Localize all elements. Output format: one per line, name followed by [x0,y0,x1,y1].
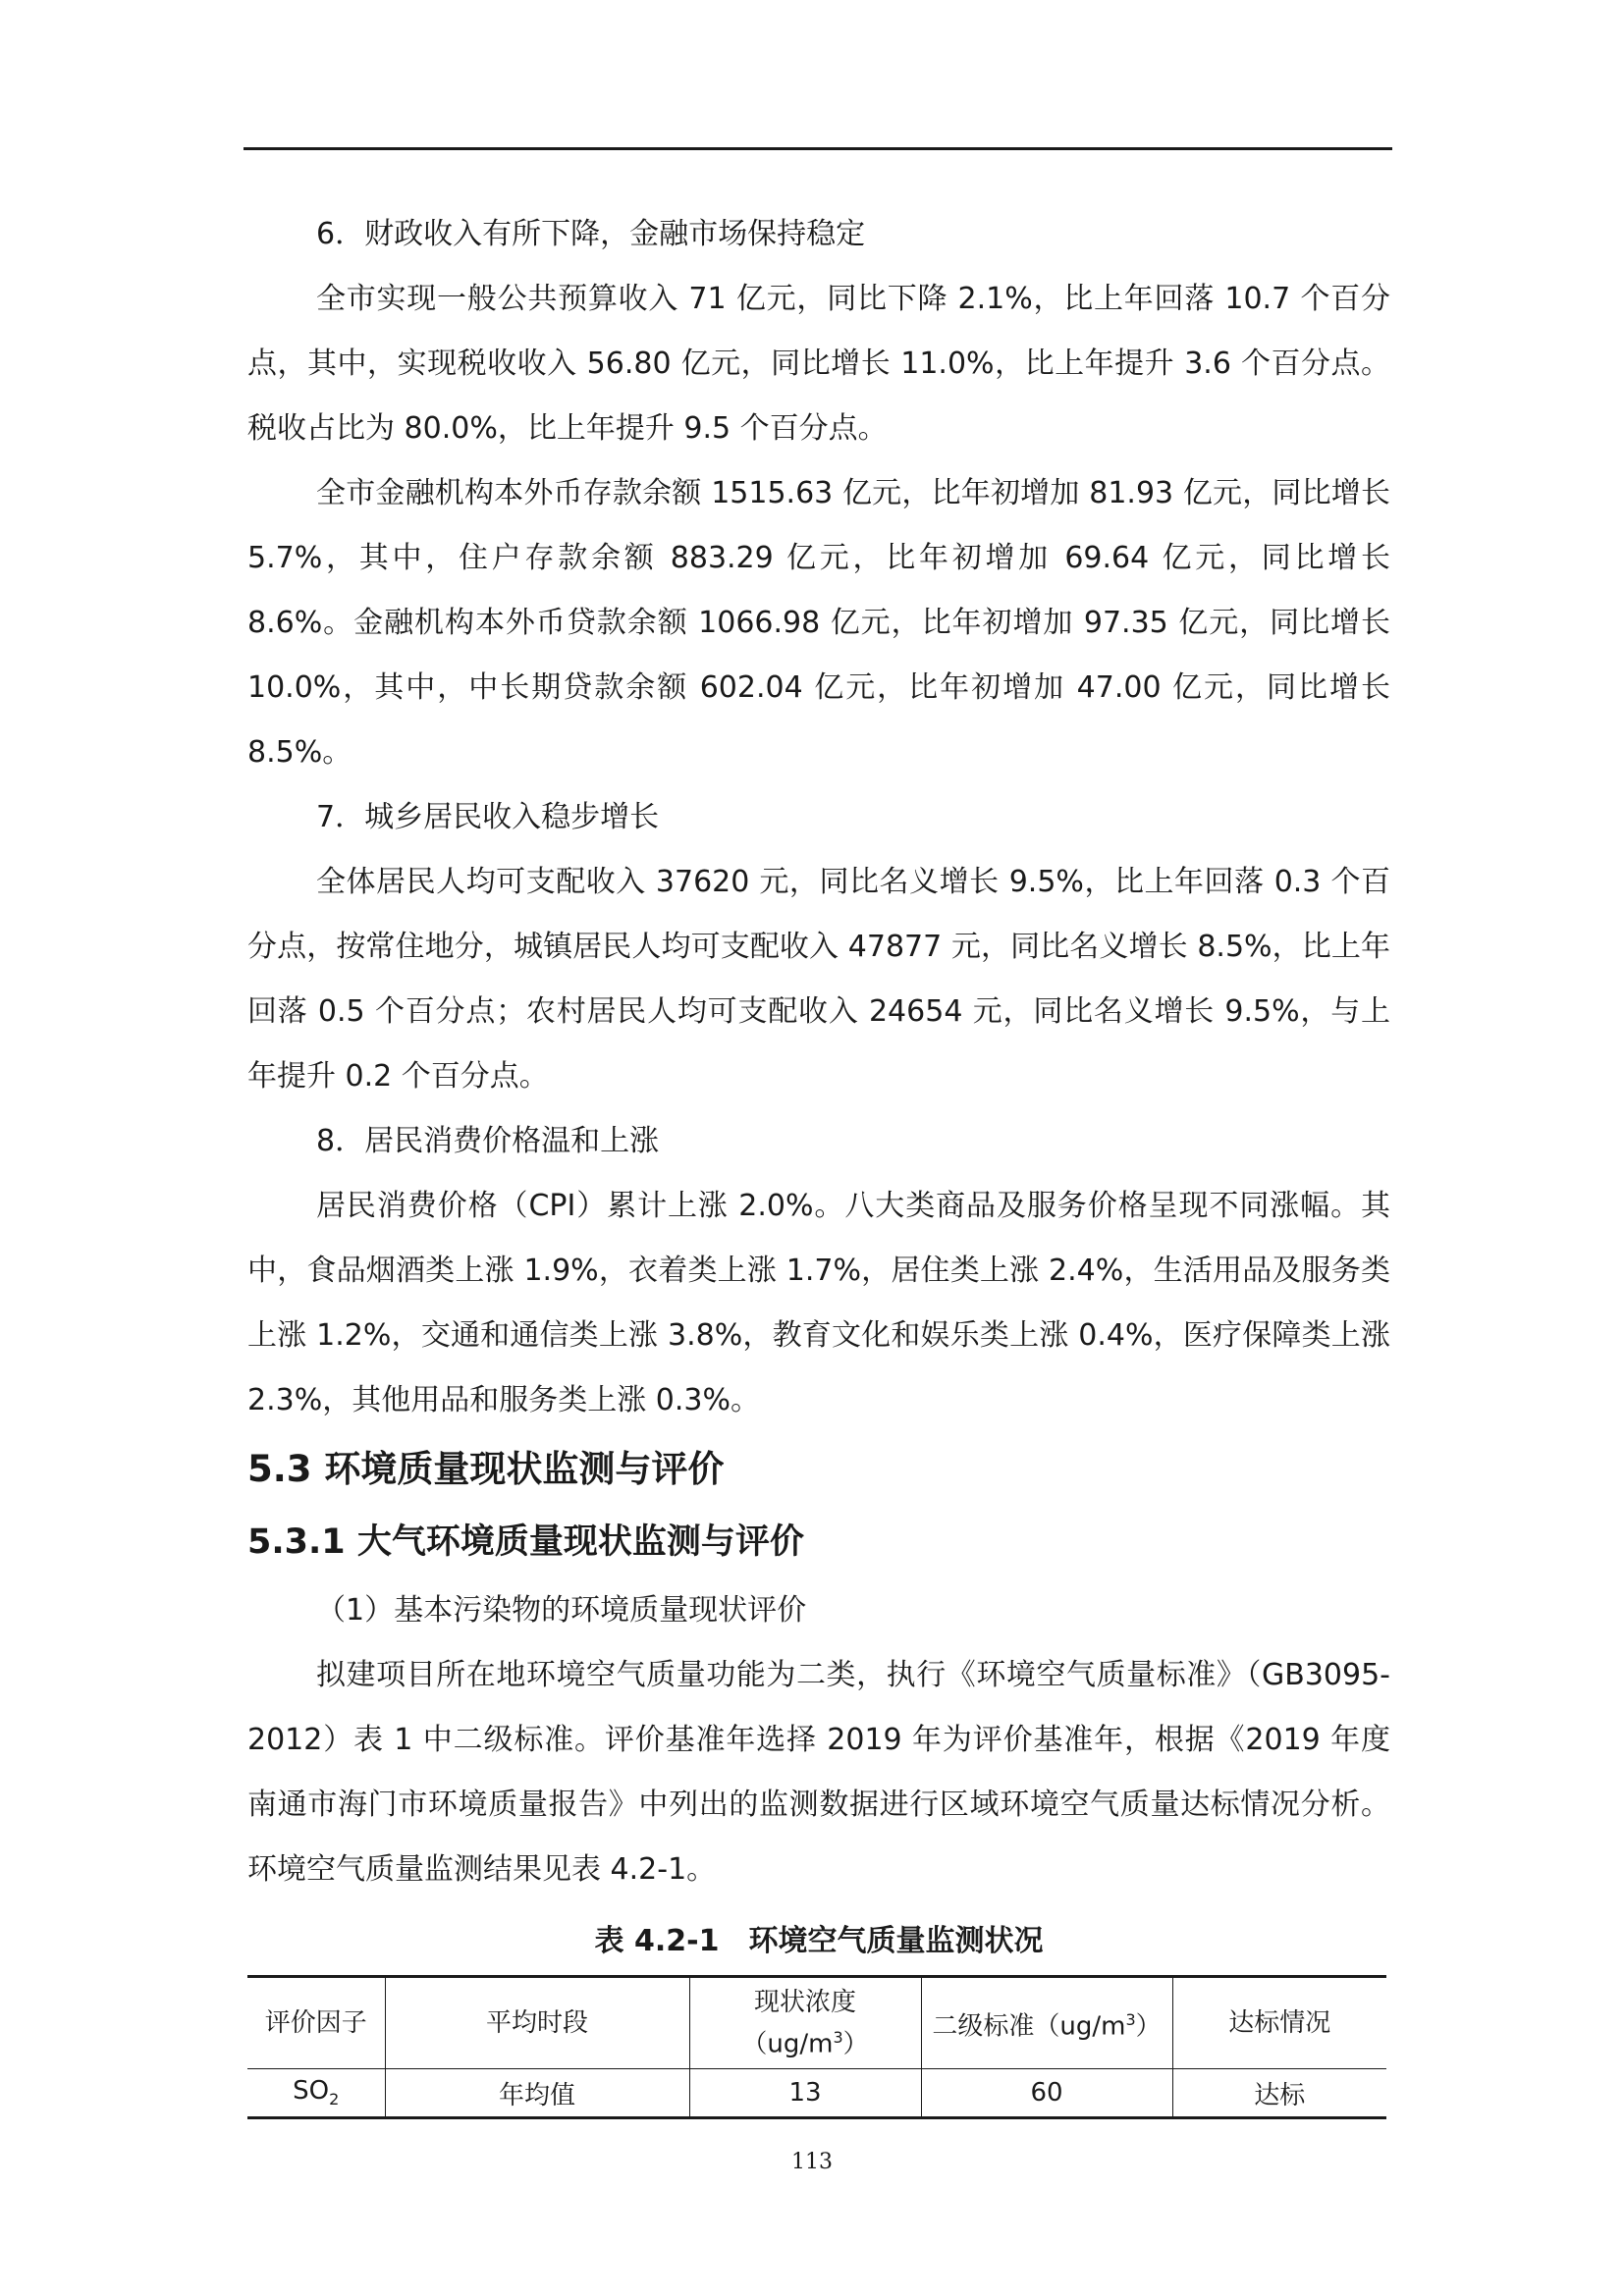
air-quality-table [247,1975,1386,2119]
section-6-paragraph-revenue: 全市实现一般公共预算收入 71 亿元，同比下降 2.1%，比上年回落 10.7 个百分点，其中，实现税收收入 56.80 亿元，同比增长 11.0%，比上年提升 3.6 个百分点。税收占比为 80.0%，比上年提升 9.5 个百分点。 [247,282,1390,446]
header-concentration-unit: （ug/m [741,2029,834,2059]
header-standard-close: ） [1135,2011,1162,2042]
header-concentration-sup: 3 [833,2027,843,2047]
heading-5-3: 5.3 环境质量现状监测与评价 [247,1448,725,1490]
heading-5-3-1: 5.3.1 大气环境质量现状监测与评价 [247,1522,804,1562]
table-caption: 表 4.2-1 环境空气质量监测状况 [594,1924,1044,1958]
header-factor: 评价因子 [247,1977,385,2069]
section-5-3-1-paragraph: 拟建项目所在地环境空气质量功能为二类，执行《环境空气质量标准》（GB3095-2012）表 1 中二级标准。评价基准年选择 2019 年为评价基准年，根据《2019 年度南通市海门市环境质量报告》中列出的监测数据进行区域环境空气质量达标情况分析。环境空气质量监测结果见表 4.2-1。 [247,1658,1390,1887]
section-8-paragraph-cpi: 居民消费价格（CPI）累计上涨 2.0%。八大类商品及服务价格呈现不同涨幅。其中，食品烟酒类上涨 1.9%，衣着类上涨 1.7%，居住类上涨 2.4%，生活用品及服务类上涨 1.2%，交通和通信类上涨 3.8%，教育文化和娱乐类上涨 0.4%，医疗保障类上涨 2.3%，其他用品和服务类上涨 0.3%。 [247,1189,1390,1417]
section-6-title: 6．财政收入有所下降，金融市场保持稳定 [316,217,866,251]
table-row [247,2069,1386,2118]
cell-factor-sub: 2 [329,2090,340,2109]
cell-concentration: 13 [689,2069,921,2118]
header-standard-sup: 3 [1125,2009,1136,2029]
header-concentration [689,1977,921,2069]
table-header-row [247,1977,1386,2069]
section-7-title: 7．城乡居民收入稳步增长 [316,800,660,834]
cell-standard: 60 [921,2069,1172,2118]
section-8-title: 8．居民消费价格温和上涨 [316,1124,660,1158]
header-concentration-label: 现状浓度 [753,1987,856,2017]
cell-factor-main: SO [293,2076,330,2107]
header-concentration-close: ） [842,2029,869,2059]
header-status: 达标情况 [1172,1977,1386,2069]
header-period: 平均时段 [385,1977,689,2069]
header-rule [244,147,1392,150]
subsection-1-title: （1）基本污染物的环境质量现状评价 [316,1593,807,1628]
page-body [247,202,1390,2119]
header-standard [921,1977,1172,2069]
section-6-paragraph-finance: 全市金融机构本外币存款余额 1515.63 亿元，比年初增加 81.93 亿元，同比增长 5.7%，其中，住户存款余额 883.29 亿元，比年初增加 69.64 亿元，同比增长 8.6%。金融机构本外币贷款余额 1066.98 亿元，比年初增加 97.35 亿元，同比增长 10.0%，其中，中长期贷款余额 602.04 亿元，比年初增加 47.00 亿元，同比增长 8.5%。 [247,476,1390,770]
section-7-paragraph-income: 全体居民人均可支配收入 37620 元，同比名义增长 9.5%，比上年回落 0.3 个百分点，按常住地分，城镇居民人均可支配收入 47877 元，同比名义增长 8.5%，比上年回落 0.5 个百分点；农村居民人均可支配收入 24654 元，同比名义增长 9.5%，与上年提升 0.2 个百分点。 [247,865,1390,1094]
cell-factor [247,2069,385,2118]
header-standard-label: 二级标准（ug/m [932,2011,1126,2042]
page-number: 113 [791,2150,833,2174]
cell-period: 年均值 [385,2069,689,2118]
cell-status: 达标 [1172,2069,1386,2118]
